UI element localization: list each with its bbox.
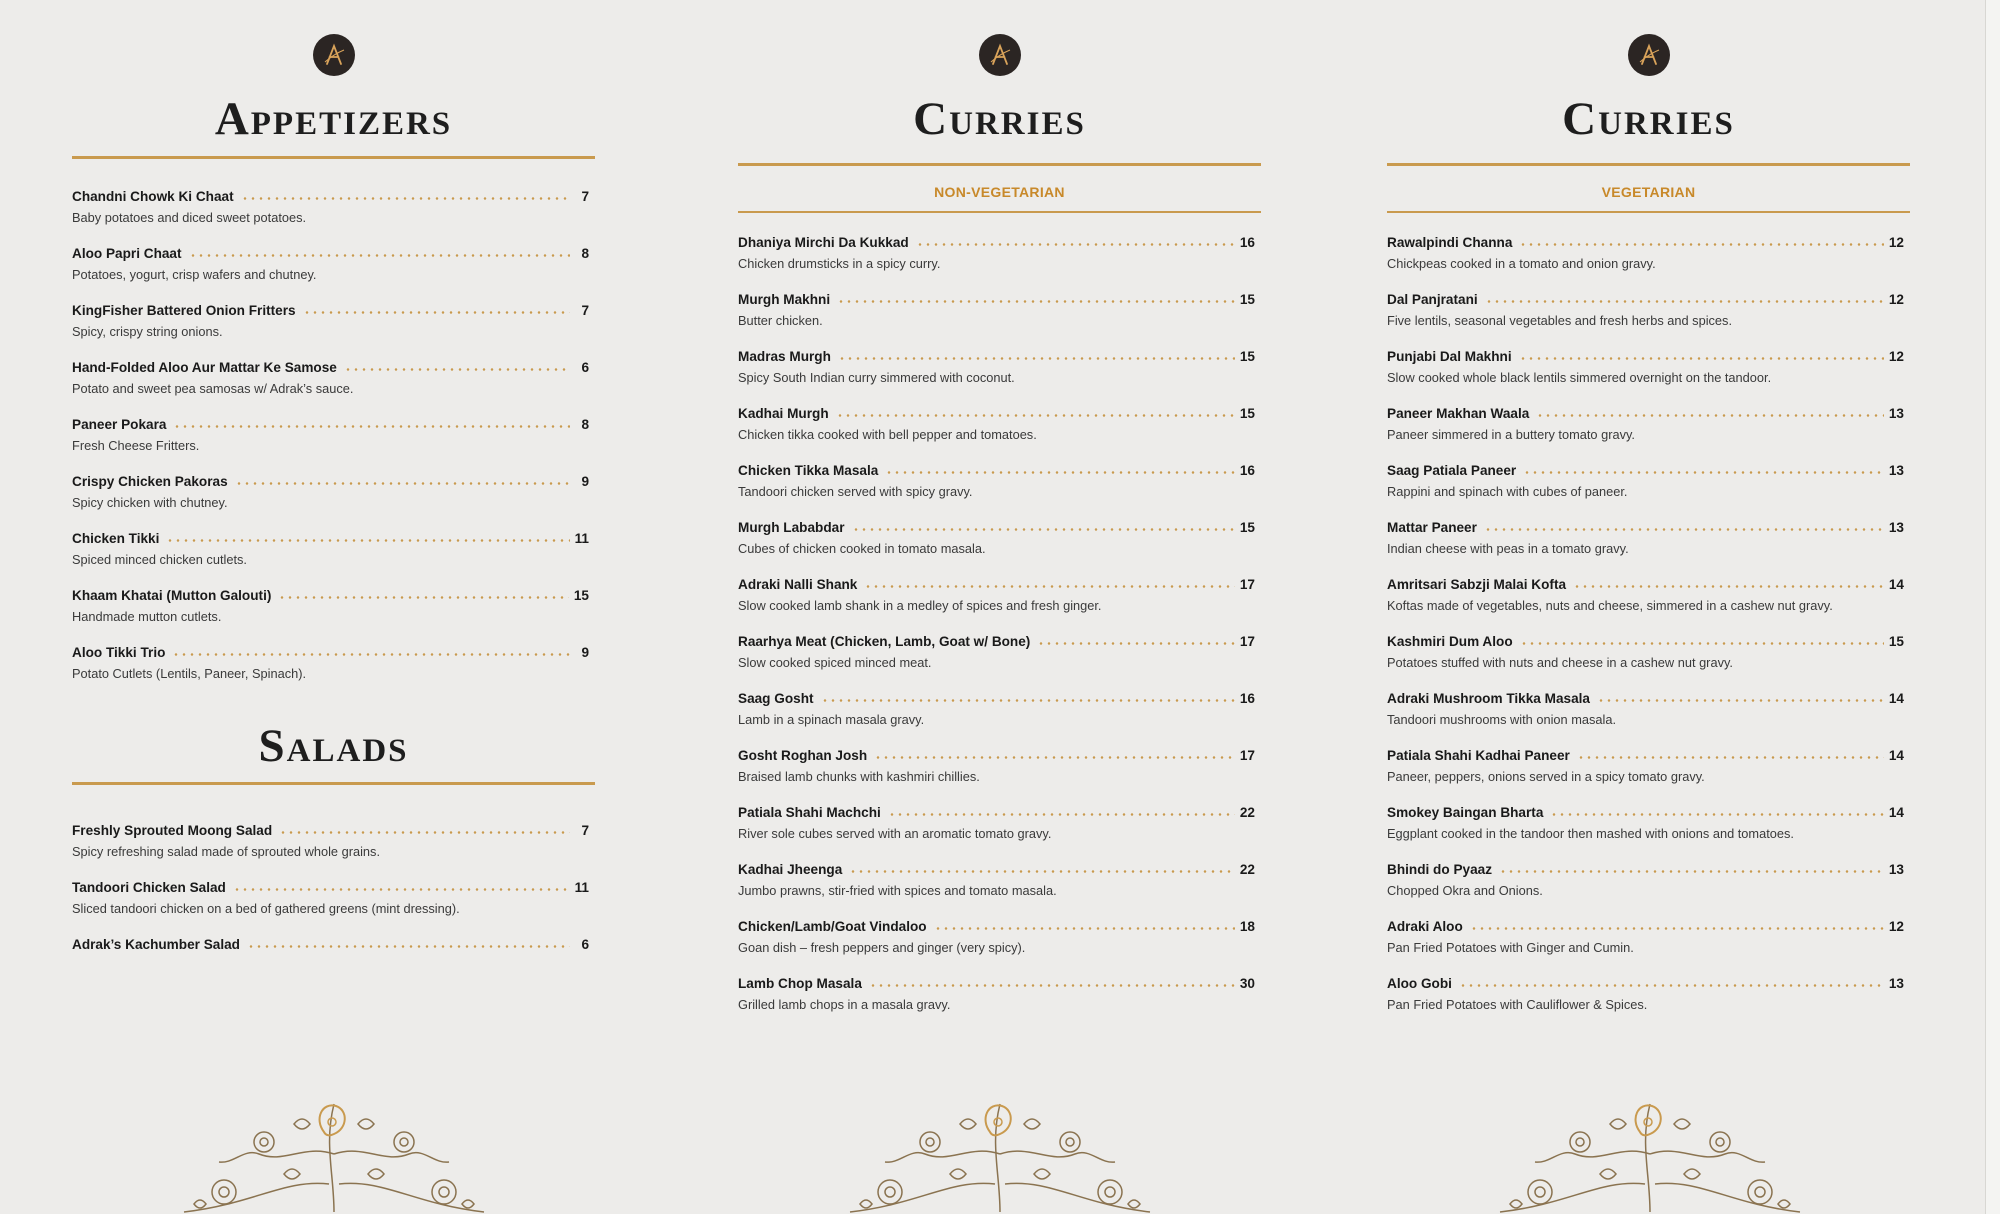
item-price: 9 — [581, 474, 589, 489]
item-name: Saag Gosht — [738, 691, 814, 706]
non-vegetarian-curries-list — [738, 235, 1261, 1033]
item-name: Adrak’s Kachumber Salad — [72, 937, 240, 952]
item-name: Paneer Pokara — [72, 417, 167, 432]
item-price: 11 — [574, 880, 589, 895]
item-price: 7 — [581, 823, 589, 838]
item-price: 13 — [1888, 406, 1904, 421]
item-price: 17 — [1239, 577, 1255, 592]
leader-dots — [1037, 642, 1235, 645]
leader-dots — [172, 653, 570, 656]
item-name: Kadhai Jheenga — [738, 862, 843, 877]
item-name: Patiala Shahi Kadhai Paneer — [1387, 748, 1570, 763]
item-name: Chandni Chowk Ki Chaat — [72, 189, 234, 204]
item-name: Tandoori Chicken Salad — [72, 880, 226, 895]
item-price: 15 — [573, 588, 589, 603]
menu-item — [1387, 805, 1904, 862]
leader-dots — [916, 243, 1235, 246]
menu-item — [72, 303, 589, 360]
item-description: Potatoes stuffed with nuts and cheese in a cashew nut gravy. — [1387, 655, 1733, 670]
item-price: 13 — [1888, 463, 1904, 478]
item-price: 14 — [1888, 577, 1904, 592]
leader-dots — [303, 311, 570, 314]
item-description: Slow cooked whole black lentils simmered overnight on the tandoor. — [1387, 370, 1772, 385]
leader-dots — [934, 927, 1235, 930]
item-name: Raarhya Meat (Chicken, Lamb, Goat w/ Bone) — [738, 634, 1031, 649]
leader-dots — [241, 197, 570, 200]
item-description: Chicken drumsticks in a spicy curry. — [738, 256, 941, 271]
menu-item — [738, 463, 1255, 520]
paisley-floral-ornament-icon — [164, 1084, 504, 1214]
item-name: Aloo Gobi — [1387, 976, 1452, 991]
item-name: Hand-Folded Aloo Aur Mattar Ke Samose — [72, 360, 337, 375]
menu-item — [738, 520, 1255, 577]
item-description: Indian cheese with peas in a tomato gravy. — [1387, 541, 1629, 556]
item-price: 12 — [1888, 349, 1904, 364]
item-price: 17 — [1239, 634, 1255, 649]
menu-item — [738, 292, 1255, 349]
item-price: 15 — [1239, 520, 1255, 535]
menu-item — [1387, 235, 1904, 292]
item-description: Pan Fried Potatoes with Cauliflower & Spices. — [1387, 997, 1648, 1012]
item-description: Potato Cutlets (Lentils, Paneer, Spinach). — [72, 666, 307, 681]
menu-item — [738, 577, 1255, 634]
item-description: Slow cooked spiced minced meat. — [738, 655, 932, 670]
item-name: Chicken Tikki — [72, 531, 160, 546]
menu-item — [738, 634, 1255, 691]
paisley-floral-ornament-icon — [1480, 1084, 1820, 1214]
item-price: 15 — [1888, 634, 1904, 649]
leader-dots — [1536, 414, 1884, 417]
item-description: Fresh Cheese Fritters. — [72, 438, 200, 453]
menu-item — [1387, 919, 1904, 976]
menu-item — [1387, 691, 1904, 748]
menu-item — [738, 748, 1255, 805]
leader-dots — [1484, 528, 1884, 531]
item-price: 16 — [1239, 463, 1255, 478]
menu-item — [738, 235, 1255, 292]
item-name: KingFisher Battered Onion Fritters — [72, 303, 296, 318]
leader-dots — [1523, 471, 1884, 474]
item-price: 13 — [1888, 862, 1904, 877]
item-description: Handmade mutton cutlets. — [72, 609, 222, 624]
menu-item — [72, 360, 589, 417]
leader-dots — [837, 300, 1235, 303]
item-description: River sole cubes served with an aromatic tomato gravy. — [738, 826, 1052, 841]
menu-item — [72, 880, 589, 937]
item-price: 14 — [1888, 691, 1904, 706]
menu-item — [1387, 577, 1904, 634]
item-description: Cubes of chicken cooked in tomato masala. — [738, 541, 986, 556]
menu-column-appetizers — [72, 0, 595, 994]
menu-item — [738, 976, 1255, 1033]
item-price: 6 — [581, 360, 589, 375]
item-price: 7 — [581, 189, 589, 204]
item-description: Tandoori mushrooms with onion masala. — [1387, 712, 1617, 727]
leader-dots — [1459, 984, 1884, 987]
item-description: Jumbo prawns, stir-fried with spices and tomato masala. — [738, 883, 1057, 898]
item-description: Braised lamb chunks with kashmiri chillies. — [738, 769, 980, 784]
item-price: 12 — [1888, 919, 1904, 934]
menu-item — [738, 862, 1255, 919]
item-description: Spicy chicken with chutney. — [72, 495, 228, 510]
item-name: Aloo Tikki Trio — [72, 645, 166, 660]
item-price: 15 — [1239, 349, 1255, 364]
item-name: Murgh Lababdar — [738, 520, 845, 535]
leader-dots — [1519, 243, 1883, 246]
leader-dots — [1485, 300, 1884, 303]
item-name: Madras Murgh — [738, 349, 831, 364]
item-price: 13 — [1888, 520, 1904, 535]
item-name: Chicken Tikka Masala — [738, 463, 879, 478]
menu-item — [1387, 349, 1904, 406]
menu-item — [72, 246, 589, 303]
item-description: Spicy refreshing salad made of sprouted whole grains. — [72, 844, 381, 859]
item-price: 18 — [1239, 919, 1255, 934]
item-description: Paneer, peppers, onions served in a spicy tomato gravy. — [1387, 769, 1705, 784]
leader-dots — [1499, 870, 1884, 873]
item-description: Slow cooked lamb shank in a medley of spices and fresh ginger. — [738, 598, 1102, 613]
menu-item — [738, 406, 1255, 463]
item-description: Eggplant cooked in the tandoor then mashed with onions and tomatoes. — [1387, 826, 1794, 841]
item-price: 22 — [1239, 805, 1255, 820]
leader-dots — [235, 482, 570, 485]
item-name: Kadhai Murgh — [738, 406, 829, 421]
leader-dots — [166, 539, 569, 542]
item-description: Spicy, crispy string onions. — [72, 324, 223, 339]
item-description: Goan dish – fresh peppers and ginger (very spicy). — [738, 940, 1026, 955]
menu-item — [72, 823, 589, 880]
menu-item — [1387, 976, 1904, 1033]
leader-dots — [1520, 642, 1884, 645]
item-description: Potato and sweet pea samosas w/ Adrak’s sauce. — [72, 381, 354, 396]
item-name: Saag Patiala Paneer — [1387, 463, 1517, 478]
leader-dots — [173, 425, 570, 428]
menu-column-curries-non-vegetarian — [738, 0, 1261, 1033]
item-name: Murgh Makhni — [738, 292, 831, 307]
item-description: Koftas made of vegetables, nuts and cheese, simmered in a cashew nut gravy. — [1387, 598, 1833, 613]
item-name: Dal Panjratani — [1387, 292, 1478, 307]
menu-item — [1387, 292, 1904, 349]
menu-item — [1387, 406, 1904, 463]
menu-item — [72, 645, 589, 702]
item-description: Spicy South Indian curry simmered with coconut. — [738, 370, 1015, 385]
item-description: Chopped Okra and Onions. — [1387, 883, 1543, 898]
item-name: Patiala Shahi Machchi — [738, 805, 881, 820]
item-description: Paneer simmered in a buttery tomato gravy. — [1387, 427, 1635, 442]
menu-item — [72, 531, 589, 588]
item-name: Adraki Nalli Shank — [738, 577, 858, 592]
item-price: 14 — [1888, 805, 1904, 820]
menu-item — [72, 189, 589, 246]
menu-item — [1387, 520, 1904, 577]
leader-dots — [864, 585, 1235, 588]
leader-dots — [279, 831, 570, 834]
item-description: Tandoori chicken served with spicy gravy. — [738, 484, 973, 499]
leader-dots — [821, 699, 1235, 702]
item-name: Adraki Aloo — [1387, 919, 1463, 934]
leader-dots — [888, 813, 1235, 816]
subheading-non-vegetarian: NON-VEGETARIAN — [738, 166, 1261, 213]
item-description: Chickpeas cooked in a tomato and onion gravy. — [1387, 256, 1656, 271]
item-name: Adraki Mushroom Tikka Masala — [1387, 691, 1590, 706]
item-price: 12 — [1888, 235, 1904, 250]
item-name: Gosht Roghan Josh — [738, 748, 868, 763]
item-name: Freshly Sprouted Moong Salad — [72, 823, 273, 838]
item-name: Rawalpindi Channa — [1387, 235, 1513, 250]
item-name: Bhindi do Pyaaz — [1387, 862, 1492, 877]
menu-item — [1387, 463, 1904, 520]
leader-dots — [189, 254, 570, 257]
menu-item — [1387, 634, 1904, 691]
item-description: Baby potatoes and diced sweet potatoes. — [72, 210, 307, 225]
item-price: 12 — [1888, 292, 1904, 307]
leader-dots — [1519, 357, 1884, 360]
item-name: Crispy Chicken Pakoras — [72, 474, 228, 489]
leader-dots — [1550, 813, 1884, 816]
section-title-curries: Curries — [913, 93, 1086, 145]
item-description: Grilled lamb chops in a masala gravy. — [738, 997, 951, 1012]
appetizers-list — [72, 189, 595, 702]
item-name: Paneer Makhan Waala — [1387, 406, 1530, 421]
gold-divider — [72, 782, 595, 785]
logo-icon — [979, 34, 1021, 76]
item-name: Mattar Paneer — [1387, 520, 1477, 535]
item-name: Amritsari Sabzji Malai Kofta — [1387, 577, 1567, 592]
leader-dots — [869, 984, 1235, 987]
leader-dots — [247, 945, 570, 948]
leader-dots — [852, 528, 1235, 531]
item-name: Punjabi Dal Makhni — [1387, 349, 1512, 364]
item-price: 13 — [1888, 976, 1904, 991]
leader-dots — [1573, 585, 1884, 588]
item-price: 8 — [581, 246, 589, 261]
item-price: 16 — [1239, 235, 1255, 250]
page-edge — [1985, 0, 2000, 1214]
leader-dots — [1597, 699, 1884, 702]
leader-dots — [849, 870, 1235, 873]
item-price: 16 — [1239, 691, 1255, 706]
logo-icon — [1628, 34, 1670, 76]
section-title-salads: Salads — [258, 720, 409, 772]
item-description: Chicken tikka cooked with bell pepper and tomatoes. — [738, 427, 1037, 442]
item-description: Rappini and spinach with cubes of paneer. — [1387, 484, 1628, 499]
menu-item — [1387, 862, 1904, 919]
item-name: Kashmiri Dum Aloo — [1387, 634, 1513, 649]
menu-item — [72, 588, 589, 645]
leader-dots — [1470, 927, 1884, 930]
item-name: Lamb Chop Masala — [738, 976, 862, 991]
menu-item — [72, 474, 589, 531]
item-price: 22 — [1239, 862, 1255, 877]
menu-item — [738, 691, 1255, 748]
item-price: 15 — [1239, 406, 1255, 421]
item-description: Sliced tandoori chicken on a bed of gathered greens (mint dressing). — [72, 901, 460, 916]
leader-dots — [836, 414, 1235, 417]
leader-dots — [1577, 756, 1884, 759]
paisley-floral-ornament-icon — [830, 1084, 1170, 1214]
item-price: 11 — [574, 531, 589, 546]
item-price: 17 — [1239, 748, 1255, 763]
item-price: 6 — [581, 937, 589, 952]
leader-dots — [278, 596, 569, 599]
salads-list — [72, 823, 595, 994]
menu-item — [738, 349, 1255, 406]
leader-dots — [838, 357, 1235, 360]
menu-column-curries-vegetarian — [1387, 0, 1910, 1033]
leader-dots — [885, 471, 1235, 474]
item-price: 15 — [1239, 292, 1255, 307]
item-name: Khaam Khatai (Mutton Galouti) — [72, 588, 272, 603]
menu-item — [738, 919, 1255, 976]
section-title-curries: Curries — [1562, 93, 1735, 145]
item-price: 14 — [1888, 748, 1904, 763]
item-description: Lamb in a spinach masala gravy. — [738, 712, 925, 727]
item-price: 9 — [581, 645, 589, 660]
item-name: Chicken/Lamb/Goat Vindaloo — [738, 919, 927, 934]
item-name: Dhaniya Mirchi Da Kukkad — [738, 235, 909, 250]
menu-item — [72, 937, 589, 994]
section-title-appetizers: Appetizers — [214, 93, 453, 145]
leader-dots — [233, 888, 570, 891]
item-price: 8 — [581, 417, 589, 432]
leader-dots — [344, 368, 570, 371]
vegetarian-curries-list — [1387, 235, 1910, 1033]
menu-item — [738, 805, 1255, 862]
item-name: Smokey Baingan Bharta — [1387, 805, 1544, 820]
logo-icon — [313, 34, 355, 76]
item-description: Potatoes, yogurt, crisp wafers and chutney. — [72, 267, 317, 282]
item-price: 7 — [581, 303, 589, 318]
item-description: Spiced minced chicken cutlets. — [72, 552, 247, 567]
menu-item — [72, 417, 589, 474]
leader-dots — [874, 756, 1235, 759]
item-description: Five lentils, seasonal vegetables and fresh herbs and spices. — [1387, 313, 1733, 328]
gold-divider — [72, 156, 595, 159]
item-name: Aloo Papri Chaat — [72, 246, 182, 261]
subheading-vegetarian: VEGETARIAN — [1387, 166, 1910, 213]
item-price: 30 — [1239, 976, 1255, 991]
item-description: Pan Fried Potatoes with Ginger and Cumin. — [1387, 940, 1634, 955]
item-description: Butter chicken. — [738, 313, 823, 328]
menu-item — [1387, 748, 1904, 805]
